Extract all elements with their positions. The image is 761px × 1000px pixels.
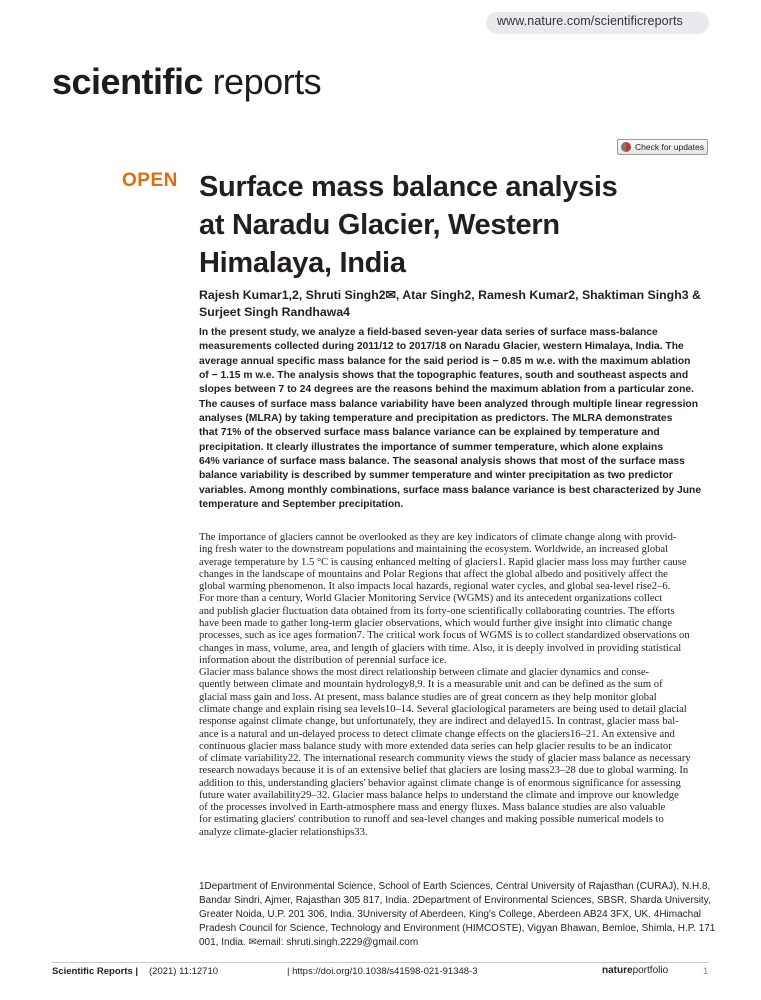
body-line: changes in mass, volume, area, and length of glaciers with time. Also, it is deeply involved in providing statistical <box>199 642 682 654</box>
body-line: research nowadays because it is of an extensive belief that glaciers are losing mass23–28 due to global warming. In <box>199 765 689 777</box>
publisher-regular: portfolio <box>632 965 669 976</box>
body-line: of climate variability22. The international research community views the study of glacier mass balance as necessary <box>199 753 691 765</box>
body-line: quently between climate and mountain hydrology8,9. It is a measurable unit and can be defined as the sum of <box>199 679 663 691</box>
body-line: Glacier mass balance shows the most direct relationship between climate and glacier dynamics and conse- <box>199 667 650 679</box>
crossmark-icon <box>621 142 631 152</box>
body-line: The importance of glaciers cannot be overlooked as they are key indicators of climate change along with provid- <box>199 532 677 543</box>
footer-divider <box>52 962 709 963</box>
body-line: continuous glacier mass balance study with more extended data series can help glacier results to be an indicator <box>199 740 672 752</box>
body-line: For more than a century, World Glacier Monitoring Service (WGMS) and its antecedent organizations collect <box>199 593 663 605</box>
footer-publisher-logo <box>602 965 668 976</box>
journal-brand <box>52 62 321 102</box>
footer-doi-link[interactable]: | https://doi.org/10.1038/s41598-021-91348-3 <box>287 966 478 977</box>
brand-regular: reports <box>203 61 322 102</box>
body-line: changes in the landscape of mountains and Polar Regions that affect the global albedo and positively affect the <box>199 568 668 580</box>
affiliations <box>199 880 716 950</box>
body-line: ance is a natural and un-delayed process to detect climate change effects on the glaciers16–21. An extensive and <box>199 728 675 740</box>
body-line: glacial mass gain and loss. At present, mass balance studies are of great concern as they help monitor global <box>199 691 657 703</box>
body-line: addition to this, understanding glaciers' behavior against climate change is of enormous significance for assessing <box>199 777 681 789</box>
publisher-bold: nature <box>602 965 633 976</box>
body-line: for estimating glaciers' contribution to runoff and sea-level changes and making possible numerical models to <box>199 814 664 826</box>
author-line: Surjeet Singh Randhawa4 <box>199 305 351 319</box>
abstract <box>199 326 719 512</box>
journal-url-link[interactable]: www.nature.com/scientificreports <box>497 14 683 28</box>
body-line: analyze climate-glacier relationships33. <box>199 826 368 838</box>
check-for-updates-label: Check for updates <box>635 142 704 152</box>
footer-journal: Scientific Reports | <box>52 966 139 977</box>
body-line: climate change and explain rising sea levels10–14. Several glaciological parameters are being used to detail glacial <box>199 703 687 715</box>
article-title <box>199 168 659 282</box>
title-line: Himalaya, India <box>199 247 406 279</box>
page-footer <box>52 966 709 980</box>
abstract-line: In the present study, we analyze a field-based seven-year data series of surface mass-balance <box>199 327 658 338</box>
brand-bold: scientific <box>52 61 204 102</box>
body-line: ing fresh water to the downstream populations and maintaining the ecosystem. Worldwide, an increased global <box>199 544 669 556</box>
abstract-line: 64% variance of surface mass balance. The seasonal analysis shows that most of the surface mass <box>199 456 685 468</box>
open-access-label: OPEN <box>122 170 178 191</box>
abstract-line: variables. Among monthly combinations, surface mass balance variance is best characterized by June <box>199 484 702 496</box>
body-line: average temperature by 1.5 °C is causing enhanced melting of glaciers1. Rapid glacier mass loss may further cause <box>199 556 687 568</box>
author-list <box>199 287 701 321</box>
abstract-line: measurements collected during 2011/12 to 2017/18 on Naradu Glacier, western Himalaya, India. The <box>199 341 684 353</box>
abstract-line: precipitation. It clearly illustrates the importance of summer temperature, which alone explains <box>199 441 664 453</box>
abstract-line: that 71% of the observed surface mass balance variance can be explained by temperature and <box>199 427 660 439</box>
abstract-line: analyses (MLRA) by taking temperature and precipitation as predictors. The MLRA demonstrates <box>199 413 673 425</box>
affiliation-line: Bandar Sindri, Ajmer, Rajasthan 305 817, India. 2Department of Environmental Sciences, SBSR, Sharda University, <box>199 895 711 907</box>
abstract-line: The causes of surface mass balance variability have been analyzed through multiple linear regression <box>199 398 699 410</box>
affiliation-line: 001, India. ✉email: shruti.singh.2229@gmail.com <box>199 937 419 949</box>
abstract-line: average annual specific mass balance for the said period is − 0.85 m w.e. with the maximum ablation <box>199 355 691 367</box>
check-for-updates-button[interactable] <box>617 139 708 155</box>
title-line: at Naradu Glacier, Western <box>199 209 560 241</box>
abstract-line: temperature and September precipitation. <box>199 499 404 511</box>
body-line: future water availability29–32. Glacier mass balance helps to understand the climate and improve our knowledge <box>199 789 679 801</box>
body-line: have been made to gather long-term glacier observations, which would further give insight into climatic change <box>199 617 673 629</box>
title-line: Surface mass balance analysis <box>199 171 618 203</box>
body-line: global warming phenomenon. It also impacts local hazards, regional water cycles, and global sea-level rise2–6. <box>199 581 671 593</box>
affiliation-line: 1Department of Environmental Science, School of Earth Sciences, Central University of Rajasthan (CURAJ), N.H.8, <box>199 881 711 892</box>
body-line: and publish glacier fluctuation data obtained from its forty-one scientifically collaborating countries. The efforts <box>199 605 675 617</box>
footer-citation: (2021) 11:12710 <box>149 966 219 977</box>
page-number: 1 <box>703 966 709 977</box>
abstract-line: slopes between 7 to 24 degrees are the reasons behind the maximum ablation from a particular zone. <box>199 384 694 396</box>
body-line: information about the distribution of perennial surface ice. <box>199 654 447 666</box>
author-line: Rajesh Kumar1,2, Shruti Singh2✉, Atar Singh2, Ramesh Kumar2, Shaktiman Singh3 & <box>199 288 701 302</box>
body-line: response against climate change, but unfortunately, they are indirect and delayed15. In contrast, glacier mass bal- <box>199 716 679 728</box>
abstract-line: of − 1.15 m w.e. The analysis shows that the topographic features, south and southeast aspects and <box>199 370 689 382</box>
affiliation-line: Pradesh Council for Science, Technology and Environment (HIMCOSTE), Vigyan Bhawan, Bemloe, Shimla, H.P. 171 <box>199 923 716 935</box>
body-line: processes, such as ice ages formation7. The critical work focus of WGMS is to collect standardized observations on <box>199 630 690 642</box>
body-text <box>199 532 711 839</box>
affiliation-line: Greater Noida, U.P. 201 306, India. 3University of Aberdeen, King's College, Aberdeen AB24 3FX, UK. 4Himachal <box>199 909 702 921</box>
abstract-line: balance variability is described by summer temperature and winter precipitation as two predictor <box>199 470 673 482</box>
body-line: of the processes involved in Earth-atmosphere mass and energy fluxes. Mass balance studies are also valuable <box>199 802 666 814</box>
